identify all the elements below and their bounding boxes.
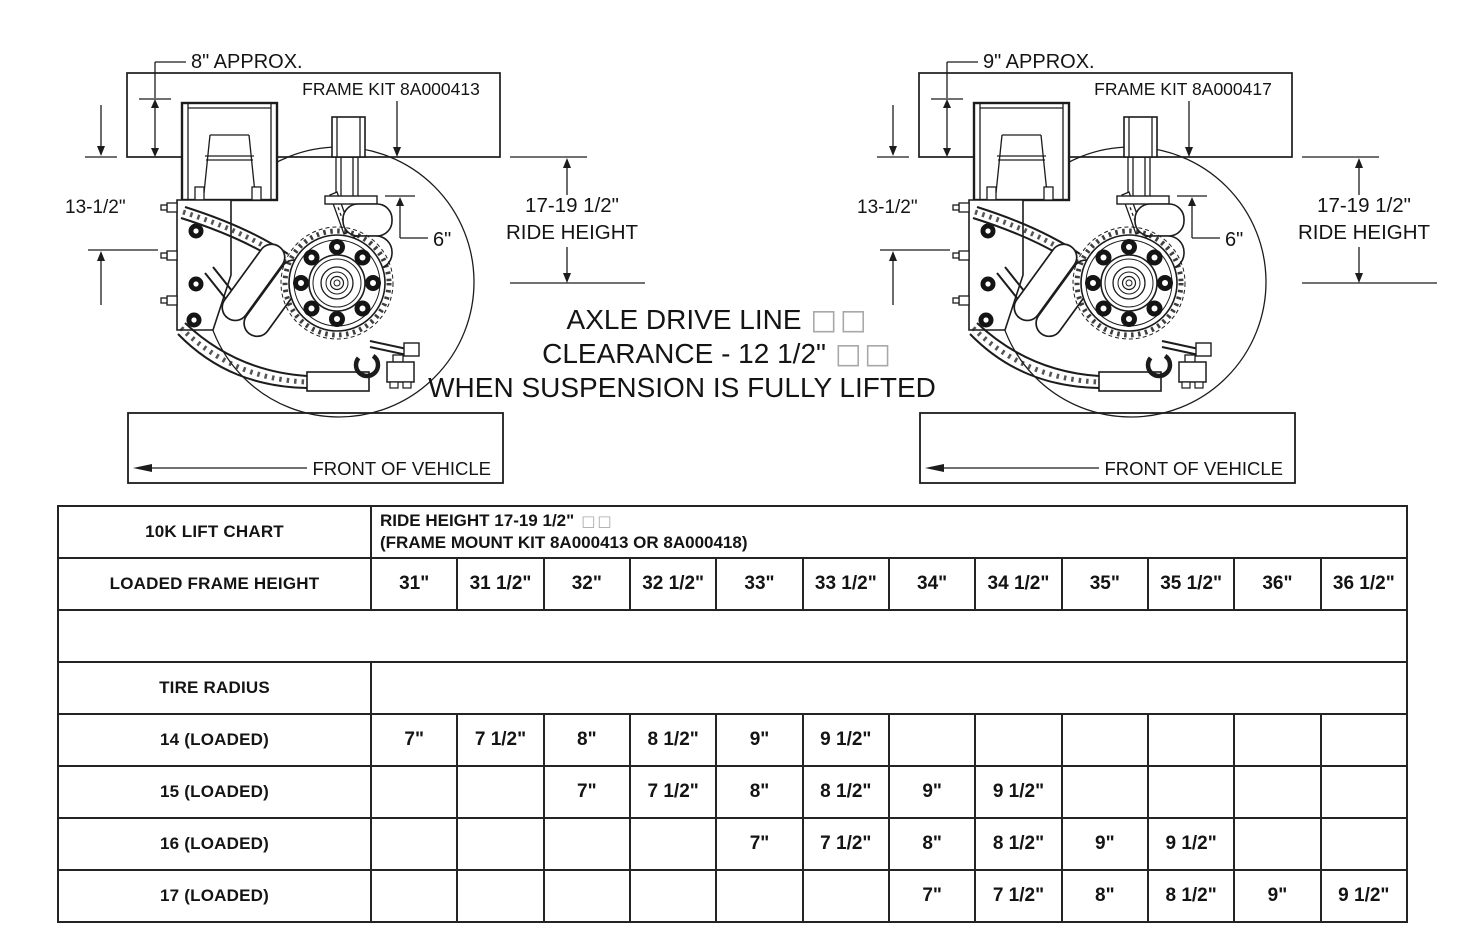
lift-value-cell: 8" <box>716 766 802 818</box>
approx-dim-label: 9" APPROX. <box>983 51 1095 73</box>
frame-height-col: 35" <box>1062 558 1148 610</box>
tire-radius-row <box>58 870 1407 922</box>
table-subtitle <box>371 506 1407 558</box>
table-header-row <box>58 506 1407 558</box>
tire-radius-row-label: 16 (LOADED) <box>58 818 371 870</box>
missing-glyph-boxes: □□ <box>810 303 870 336</box>
lift-value-cell: 7 1/2" <box>803 818 889 870</box>
lift-value-cell: 7" <box>371 714 457 766</box>
tire-radius-row-label: 17 (LOADED) <box>58 870 371 922</box>
lift-value-cell: 9 1/2" <box>975 766 1061 818</box>
tire-radius-label: TIRE RADIUS <box>58 662 371 714</box>
tire-radius-row-label: 14 (LOADED) <box>58 714 371 766</box>
ride-height-value-label: 17-19 1/2" <box>525 194 619 217</box>
lift-value-cell <box>457 818 543 870</box>
lift-value-cell <box>1234 818 1320 870</box>
tire-radius-rows <box>58 714 1407 922</box>
airspring-dim-label: 6" <box>433 229 452 251</box>
ride-height-text-label: RIDE HEIGHT <box>505 221 639 244</box>
frame-height-row <box>58 558 1407 610</box>
tire-radius-empty-cell <box>371 662 1407 714</box>
front-of-vehicle-label: FRONT OF VEHICLE <box>1104 458 1283 479</box>
front-of-vehicle-box <box>920 413 1295 483</box>
airspring-dim-label: 6" <box>1225 229 1244 251</box>
frame-height-col: 31 1/2" <box>457 558 543 610</box>
frame-height-col: 36 1/2" <box>1321 558 1407 610</box>
lift-value-cell: 9" <box>1234 870 1320 922</box>
left-height-dim-label: 13-1/2" <box>65 197 126 218</box>
height-dimension <box>65 105 158 305</box>
lift-value-cell <box>457 870 543 922</box>
lift-value-cell: 9 1/2" <box>1321 870 1407 922</box>
lift-value-cell: 7" <box>889 870 975 922</box>
frame-height-col: 33 1/2" <box>803 558 889 610</box>
note-line-2: CLEARANCE - 12 1/2" □□ <box>542 337 894 370</box>
frame-height-col: 36" <box>1234 558 1320 610</box>
lift-value-cell: 7 1/2" <box>457 714 543 766</box>
ride-height-dimension <box>506 157 645 283</box>
lift-value-cell: 7" <box>544 766 630 818</box>
axle-clearance-note <box>393 303 971 405</box>
lift-value-cell <box>975 714 1061 766</box>
lift-value-cell <box>1321 766 1407 818</box>
approx-dim-label: 8" APPROX. <box>191 51 303 73</box>
lift-value-cell <box>544 870 630 922</box>
front-of-vehicle-box <box>128 413 503 483</box>
frame-height-col: 34" <box>889 558 975 610</box>
lift-value-cell <box>1148 714 1234 766</box>
lift-value-cell <box>371 766 457 818</box>
lift-value-cell <box>457 766 543 818</box>
lift-value-cell: 9" <box>889 766 975 818</box>
ride-height-value-label: 17-19 1/2" <box>1317 194 1411 217</box>
lift-value-cell <box>803 870 889 922</box>
lift-value-cell: 8" <box>889 818 975 870</box>
missing-glyph-boxes: □□ <box>581 512 614 530</box>
ride-height-dimension <box>1298 157 1437 283</box>
lift-chart-table <box>57 505 1408 923</box>
lift-value-cell <box>630 870 716 922</box>
lift-value-cell: 8 1/2" <box>630 714 716 766</box>
frame-height-col: 33" <box>716 558 802 610</box>
air-spring-dimension <box>385 196 451 251</box>
lift-value-cell <box>544 818 630 870</box>
lift-value-cell <box>1062 714 1148 766</box>
lift-value-cell <box>1234 766 1320 818</box>
suspension-drawing-left <box>55 35 675 495</box>
tire-radius-header-row <box>58 662 1407 714</box>
tire-radius-row <box>58 714 1407 766</box>
front-of-vehicle-label: FRONT OF VEHICLE <box>312 458 491 479</box>
left-height-dim-label: 13-1/2" <box>857 197 918 218</box>
lift-value-cell: 9" <box>716 714 802 766</box>
tire-radius-row <box>58 766 1407 818</box>
frame-height-col: 31" <box>371 558 457 610</box>
lift-value-cell: 8 1/2" <box>1148 870 1234 922</box>
lift-value-cell: 7" <box>716 818 802 870</box>
lift-value-cell: 7 1/2" <box>975 870 1061 922</box>
height-dimension <box>857 105 950 305</box>
frame-height-col: 32 1/2" <box>630 558 716 610</box>
lift-value-cell <box>630 818 716 870</box>
tire-radius-row-label: 15 (LOADED) <box>58 766 371 818</box>
lift-value-cell <box>1321 714 1407 766</box>
lift-value-cell <box>889 714 975 766</box>
frame-height-col: 34 1/2" <box>975 558 1061 610</box>
lift-value-cell <box>1148 766 1234 818</box>
lift-value-cell: 8 1/2" <box>803 766 889 818</box>
section-divider <box>58 610 1407 662</box>
lift-value-cell: 8" <box>544 714 630 766</box>
suspension-drawing-right <box>847 35 1464 495</box>
note-line-1: AXLE DRIVE LINE □□ <box>566 303 870 336</box>
frame-kit-label: FRAME KIT 8A000417 <box>1094 79 1272 99</box>
frame-kit-label: FRAME KIT 8A000413 <box>302 79 480 99</box>
lift-value-cell: 8 1/2" <box>975 818 1061 870</box>
tire-radius-row <box>58 818 1407 870</box>
frame-height-col: 32" <box>544 558 630 610</box>
air-spring-dimension <box>1177 196 1243 251</box>
subtitle-line-1: RIDE HEIGHT 17-19 1/2" □□ <box>380 511 614 530</box>
missing-glyph-boxes: □□ <box>834 337 894 370</box>
frame-height-row-label: LOADED FRAME HEIGHT <box>58 558 371 610</box>
lift-value-cell: 9 1/2" <box>803 714 889 766</box>
table-title: 10K LIFT CHART <box>58 506 371 558</box>
subtitle-line-2: (FRAME MOUNT KIT 8A000413 OR 8A000418) <box>380 533 748 552</box>
lift-value-cell <box>1321 818 1407 870</box>
lift-value-cell: 9" <box>1062 818 1148 870</box>
lift-value-cell <box>371 870 457 922</box>
ride-height-text-label: RIDE HEIGHT <box>1297 221 1431 244</box>
note-line-3: WHEN SUSPENSION IS FULLY LIFTED <box>428 372 936 403</box>
frame-hanger <box>182 103 277 200</box>
lift-value-cell <box>1062 766 1148 818</box>
frame-height-col: 35 1/2" <box>1148 558 1234 610</box>
lift-value-cell: 8" <box>1062 870 1148 922</box>
lift-value-cell <box>716 870 802 922</box>
frame-hanger <box>974 103 1069 200</box>
lift-value-cell: 9 1/2" <box>1148 818 1234 870</box>
lift-value-cell <box>1234 714 1320 766</box>
lift-value-cell: 7 1/2" <box>630 766 716 818</box>
lift-value-cell <box>371 818 457 870</box>
